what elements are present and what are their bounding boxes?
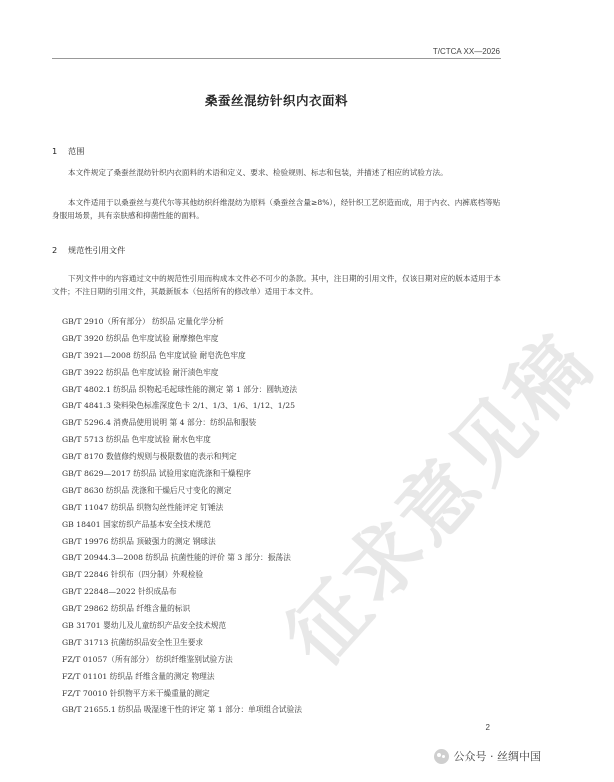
reference-item: FZ/T 01101 纺织品 纤维含量的测定 物理法 [62, 671, 215, 681]
reference-item: GB/T 8170 数值修约规则与极限数值的表示和判定 [62, 452, 237, 462]
draft-watermark: 征求意见稿 [269, 318, 611, 684]
wechat-icon [434, 749, 449, 764]
section-heading-normative [52, 245, 125, 256]
reference-item: GB/T 2910（所有部分） 纺织品 定量化学分析 [62, 317, 224, 326]
reference-item: GB/T 4802.1 纺织品 织物起毛起球性能的测定 第 1 部分：圆轨迹法 [62, 384, 298, 394]
reference-item: GB/T 3922 纺织品 色牢度试验 耐汗渍色牢度 [62, 367, 219, 377]
reference-item: GB/T 4841.3 染料染色标准深度色卡 2/1、1/3、1/6、1/12、1/25 [62, 401, 296, 411]
reference-item: GB 18401 国家纺织产品基本安全技术规范 [62, 519, 211, 529]
section-number: 2 [52, 245, 58, 255]
reference-item: GB/T 3921—2008 纺织品 色牢度试验 耐皂洗色牢度 [62, 350, 246, 360]
scope-paragraph-2: 本文件适用于以桑蚕丝与莫代尔等其他纺织纤维混纺为原料（桑蚕丝含量≥8%），经针织工艺织造而成，用于内衣、内裤底档等贴身服用场景，具有亲肤感和抑菌性能的面料。 [52, 198, 501, 220]
standard-code: T/CTCA XX—2026 [432, 47, 500, 56]
reference-item: GB/T 5713 纺织品 色牢度试验 耐水色牢度 [62, 435, 211, 445]
section-title: 规范性引用文件 [68, 245, 126, 255]
wechat-source-mark [434, 748, 542, 764]
reference-item: GB/T 20944.3—2008 纺织品 抗菌性能的评价 第 3 部分：振荡法 [62, 553, 291, 563]
reference-item: GB/T 5296.4 消费品使用说明 第 4 部分：纺织品和服装 [62, 418, 257, 428]
section-heading-scope [52, 146, 84, 157]
reference-item: GB/T 11047 纺织品 织物勾丝性能评定 钉锤法 [62, 502, 224, 512]
reference-item: GB/T 8629—2017 纺织品 试验用家庭洗涤和干燥程序 [62, 469, 251, 479]
reference-item: GB/T 31713 抗菌纺织品安全性卫生要求 [62, 637, 204, 647]
reference-list [52, 314, 512, 719]
reference-item: GB/T 8630 纺织品 洗涤和干燥后尺寸变化的测定 [62, 485, 232, 495]
reference-item: FZ/T 70010 针织物平方米干燥重量的测定 [62, 688, 210, 698]
reference-item: GB/T 21655.1 纺织品 吸湿速干性的评定 第 1 部分：单项组合试验法 [62, 705, 302, 715]
scope-paragraph-1: 本文件规定了桑蚕丝混纺针织内衣面料的术语和定义、要求、检验规则、标志和包装，并描述了相应的试验方法。 [68, 168, 448, 177]
reference-item: GB/T 3920 纺织品 色牢度试验 耐摩擦色牢度 [62, 333, 219, 343]
document-title: 桑蚕丝混纺针织内衣面料 [204, 93, 348, 108]
reference-item: GB/T 22848—2022 针织成品布 [62, 587, 177, 597]
reference-item: GB/T 19976 纺织品 顶破强力的测定 钢球法 [62, 536, 216, 546]
reference-item: GB/T 29862 纺织品 纤维含量的标识 [62, 604, 191, 614]
reference-item: GB/T 22846 针织布（四分制）外观检验 [62, 570, 204, 580]
wechat-account-label: 公众号 · 丝绸中国 [453, 750, 541, 763]
reference-item: GB 31701 婴幼儿及儿童纺织产品安全技术规范 [62, 621, 227, 631]
section-title: 范围 [68, 146, 85, 156]
page-number: 2 [485, 723, 490, 732]
reference-item: FZ/T 01057（所有部分） 纺织纤维鉴别试验方法 [62, 654, 233, 664]
normative-intro: 下列文件中的内容通过文中的规范性引用而构成本文件必不可少的条款。其中，注日期的引用文件，仅该日期对应的版本适用于本文件；不注日期的引用文件，其最新版本（包括所有的修改单）适用于本文件。 [52, 274, 501, 296]
section-number: 1 [52, 146, 58, 156]
header-rule [52, 58, 501, 59]
